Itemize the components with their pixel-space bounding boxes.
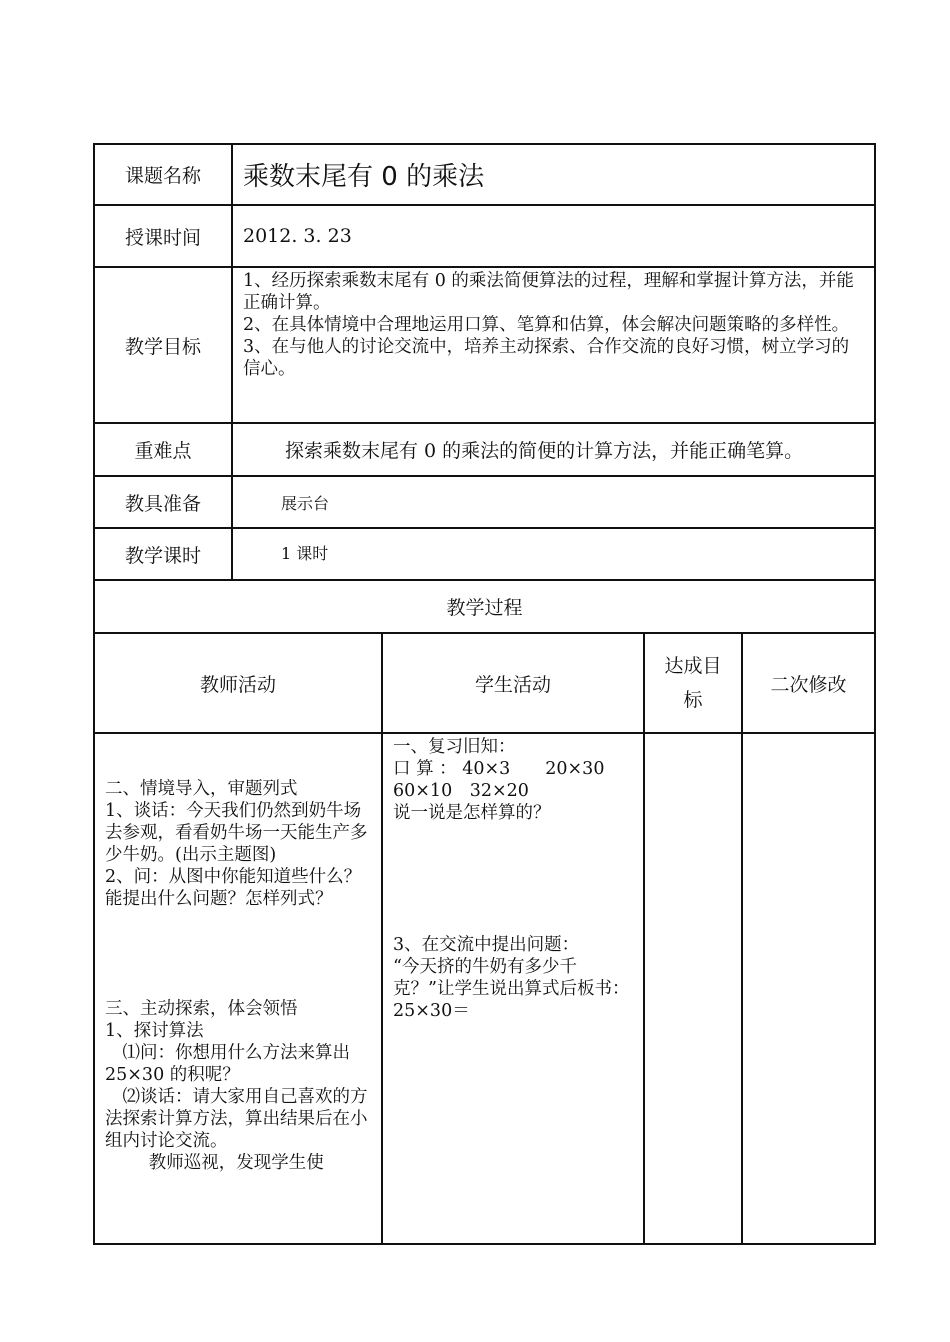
teacher-line: 1、谈话：今天我们仍然到奶牛场去参观，看看奶牛场一天能生产多少牛奶。(出示主题图) — [105, 801, 368, 865]
time-row — [94, 205, 875, 267]
teacher-section-title: 二、情境导入，审题列式 — [105, 779, 298, 799]
goal-item: 2、在具体情境中合理地运用口算、笔算和估算，体会解决问题策略的多样性。 — [243, 315, 850, 335]
teacher-line: 2、问：从图中你能知道些什么？能提出什么问题？怎样列式？ — [105, 867, 362, 909]
hours-row — [94, 528, 875, 580]
key-value: 探索乘数末尾有 0 的乘法的简便的计算方法，并能正确笔算。 — [232, 423, 875, 476]
tools-row — [94, 476, 875, 528]
process-header-row — [94, 633, 875, 733]
goal-label: 教学目标 — [94, 267, 232, 423]
student-activity-cell — [382, 733, 644, 1244]
lesson-plan-table — [93, 143, 876, 1245]
student-section-title: 一、复习旧知： — [393, 737, 516, 757]
topic-value: 乘数末尾有 0 的乘法 — [232, 144, 875, 205]
second-revision-cell — [742, 733, 875, 1244]
teacher-line: 1、探讨算法 — [105, 1021, 204, 1041]
col-teacher-activity: 教师活动 — [94, 633, 382, 733]
process-body-row — [94, 733, 875, 1244]
key-row — [94, 423, 875, 476]
goal-reached-cell — [644, 733, 742, 1244]
lesson-plan — [93, 143, 874, 1245]
topic-row — [94, 144, 875, 205]
teacher-activity-cell — [94, 733, 382, 1244]
teacher-line: ⑴问：你想用什么方法来算出 25×30 的积呢？ — [105, 1043, 350, 1085]
hours-label: 教学课时 — [94, 528, 232, 580]
col-student-activity: 学生活动 — [382, 633, 644, 733]
key-label: 重难点 — [94, 423, 232, 476]
topic-label: 课题名称 — [94, 144, 232, 205]
process-title: 教学过程 — [94, 580, 875, 633]
student-line: 3、在交流中提出问题： — [393, 935, 580, 955]
student-line: 60×10 32×20 — [393, 781, 529, 801]
goal-list — [232, 267, 875, 423]
teacher-line: 教师巡视，发现学生使 — [148, 1153, 324, 1173]
col-goal-reached: 达成目标 — [644, 633, 742, 733]
time-label: 授课时间 — [94, 205, 232, 267]
teacher-line: ⑵谈话：请大家用自己喜欢的方法探索计算方法，算出结果后在小组内讨论交流。 — [105, 1087, 368, 1151]
col-second-revision: 二次修改 — [742, 633, 875, 733]
tools-label: 教具准备 — [94, 476, 232, 528]
goal-item: 3、在与他人的讨论交流中，培养主动探索、合作交流的良好习惯，树立学习的信心。 — [243, 337, 850, 379]
tools-value: 展示台 — [232, 476, 875, 528]
student-line: 说一说是怎样算的？ — [393, 803, 551, 823]
goal-item: 1、经历探索乘数末尾有 0 的乘法简便算法的过程，理解和掌握计算方法，并能正确计算。 — [243, 271, 854, 313]
goal-row — [94, 267, 875, 423]
hours-value: 1 课时 — [232, 528, 875, 580]
student-line: 口 算 ： 40×3 20×30 — [393, 759, 605, 779]
time-value: 2012. 3. 23 — [232, 205, 875, 267]
process-title-row — [94, 580, 875, 633]
teacher-section-title: 三、主动探索，体会领悟 — [105, 999, 298, 1019]
student-line: “今天挤的牛奶有多少千克？”让学生说出算式后板书：25×30＝ — [393, 957, 630, 1021]
